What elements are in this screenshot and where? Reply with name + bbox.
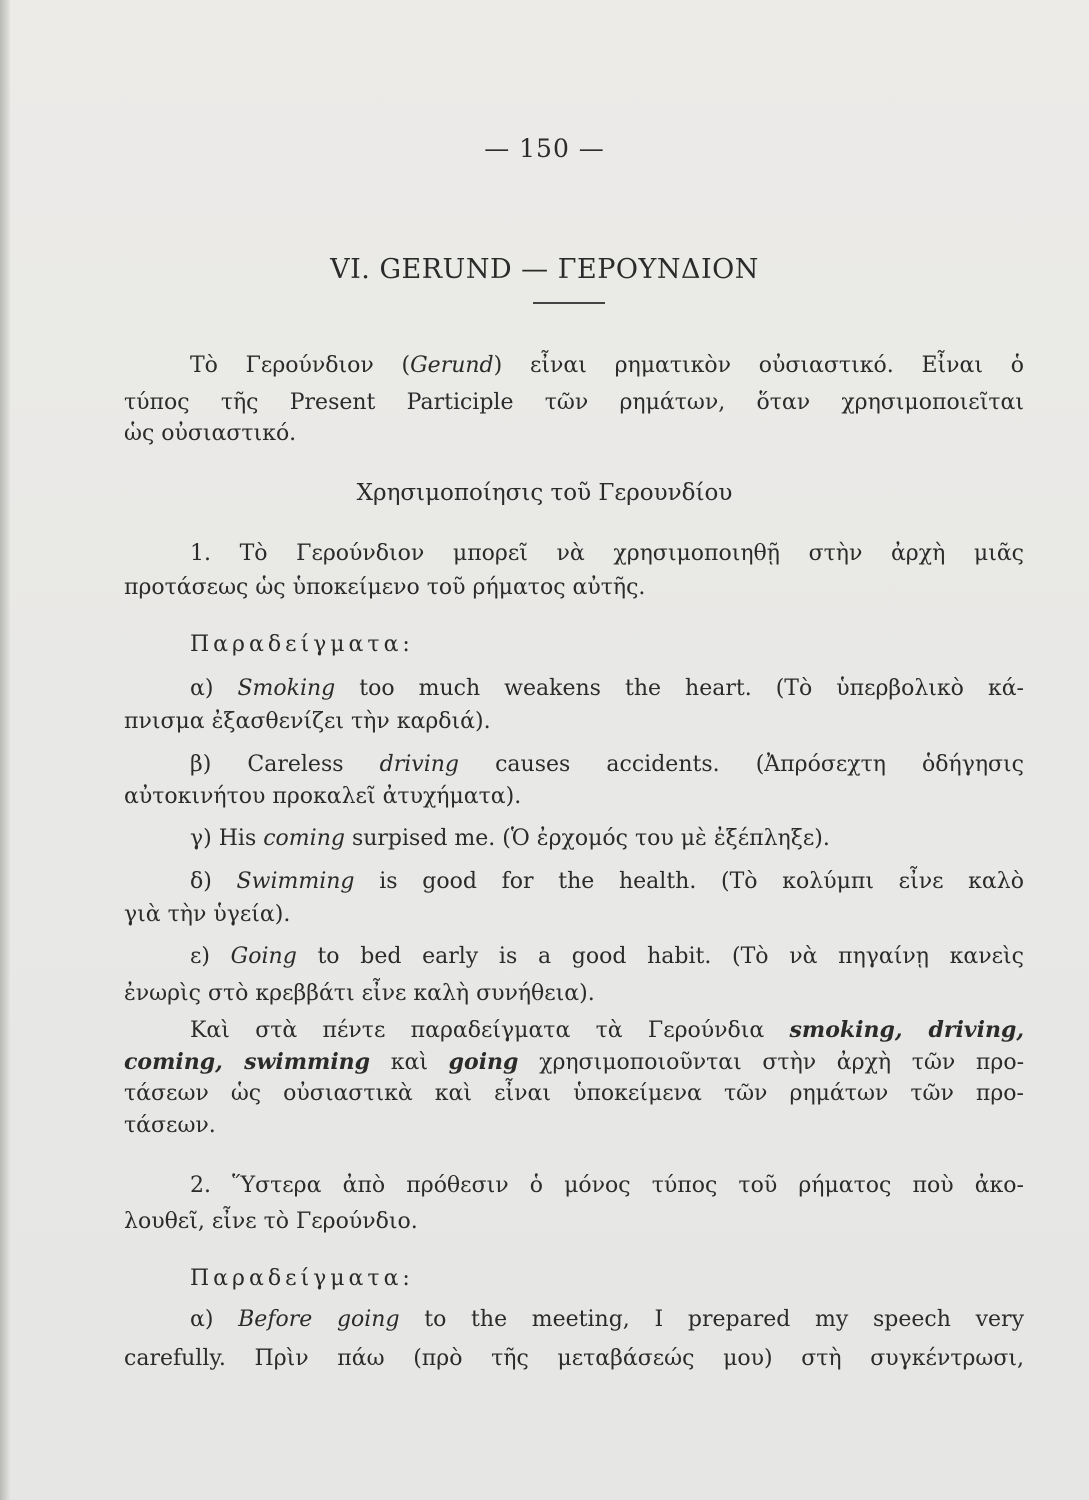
rule2-line-2: λουθεῖ, εἶνε τὸ Γερούνδιο. (124, 1209, 418, 1234)
example-e-line-1: ε) Going to bed early is a good habit. (Τὸ νὰ πηγαίνῃ κανεὶς (190, 944, 1024, 969)
summary-line-2: coming, swimming καὶ going χρησιμοποιοῦνται στὴν ἀρχὴ τῶν προ- (124, 1049, 1025, 1075)
example-b-line-2: αὐτοκινήτου προκαλεῖ ἀτυχήματα). (124, 784, 522, 809)
example2-a-line-1: α) Before going to the meeting, I prepared my speech very (190, 1307, 1024, 1332)
summary-line-4: τάσεων. (124, 1113, 216, 1138)
example-a-line-2: πνισμα ἐξασθενίζει τὴν καρδιά). (124, 709, 491, 734)
section-title: Χρησιμοποίησις τοῦ Γερουνδίου (356, 480, 733, 506)
examples-heading-2: Παραδείγματα: (190, 1266, 414, 1291)
chapter-title: VI. GERUND — ΓΕΡΟΥΝΔΙΟΝ (330, 254, 759, 285)
page-number: — 150 — (484, 134, 605, 163)
rule2-line-1: 2. Ὕστερα ἀπὸ πρόθεσιν ὁ μόνος τύπος τοῦ ρήματος ποὺ ἀκο- (190, 1173, 1024, 1198)
example-d-line-1: δ) Swimming is good for the health. (Τὸ κολύμπι εἶνε καλὸ (190, 869, 1024, 894)
example-e-line-2: ἐνωρὶς στὸ κρεββάτι εἶνε καλὴ συνήθεια). (124, 981, 595, 1006)
rule1-line-1: 1. Τὸ Γερούνδιον μπορεῖ νὰ χρησιμοποιηθῇ στὴν ἀρχὴ μιᾶς (190, 541, 1024, 566)
intro-line-1: Τὸ Γερούνδιον (Gerund) εἶναι ρηματικὸν οὐσιαστικό. Εἶναι ὁ (190, 353, 1024, 378)
page-spine-shadow (0, 0, 10, 1500)
title-divider (533, 302, 605, 304)
example-c-line-1: γ) His coming surpised me. (Ὁ ἐρχομός του μὲ ἐξέπληξε). (190, 826, 830, 851)
example-b-line-1: β) Careless driving causes accidents. (Ἀπρόσεχτη ὁδήγησις (190, 752, 1024, 777)
example-d-line-2: γιὰ τὴν ὑγεία). (124, 902, 291, 927)
example2-a-line-2: carefully. Πρὶν πάω (πρὸ τῆς μεταβάσεώς μου) στὴ συγκέντρωσι, (124, 1346, 1024, 1371)
example-a-line-1: α) Smoking too much weakens the heart. (Τὸ ὑπερβολικὸ κά- (190, 676, 1024, 701)
summary-line-1: Καὶ στὰ πέντε παραδείγματα τὰ Γερούνδια smoking, driving, (190, 1017, 1024, 1043)
summary-line-3: τάσεων ὡς οὐσιαστικὰ καὶ εἶναι ὑποκείμενα τῶν ρημάτων τῶν προ- (124, 1081, 1024, 1106)
gerund-term: Gerund (410, 353, 494, 378)
intro-line-3: ὡς οὐσιαστικό. (124, 421, 297, 446)
intro-line-2: τύπος τῆς Present Participle τῶν ρημάτων, ὅταν χρησιμοποιεῖται (124, 390, 1024, 415)
examples-heading-1: Παραδείγματα: (190, 632, 414, 657)
rule1-line-2: προτάσεως ὡς ὑποκείμενο τοῦ ρήματος αὐτῆς. (124, 575, 646, 600)
